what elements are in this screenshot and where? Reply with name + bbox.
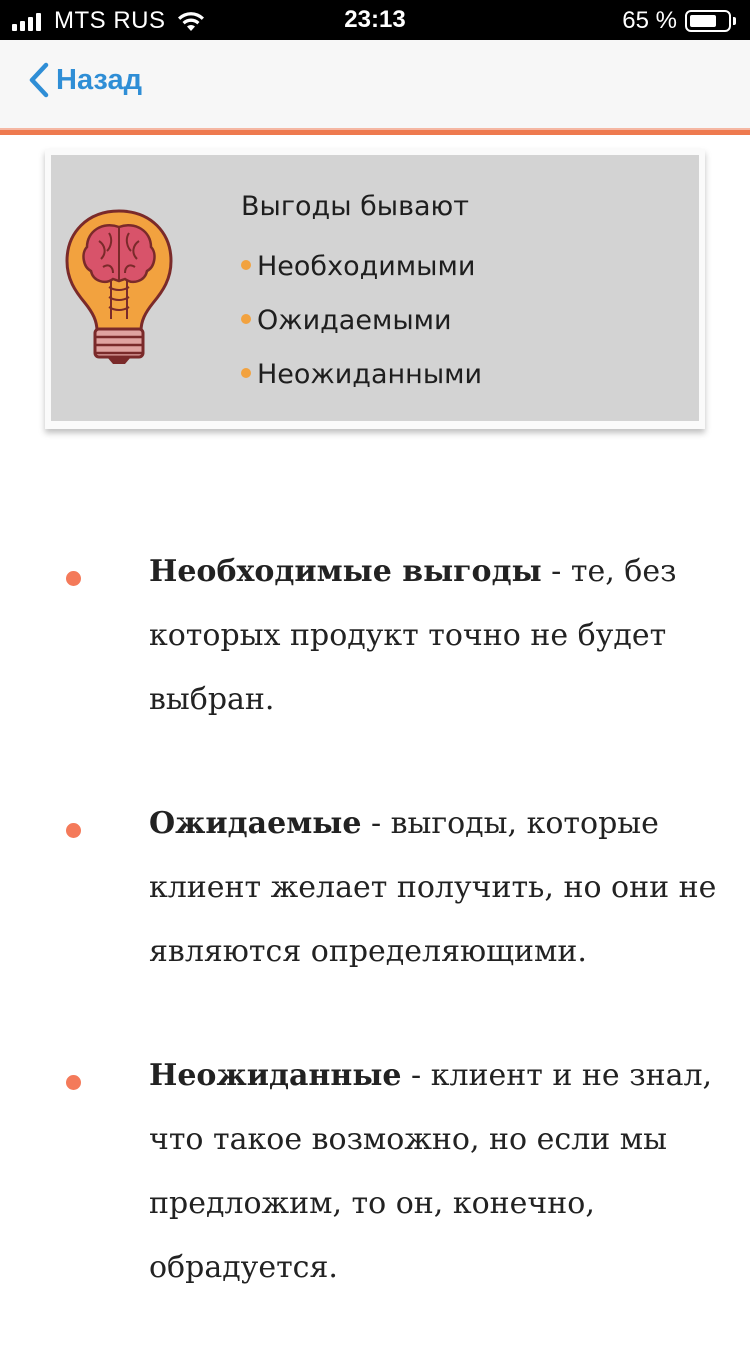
slide-bullet-label: Ожидаемыми: [257, 304, 452, 336]
list-item-title: Необходимые выгоды: [149, 554, 542, 589]
slide-bullet: [241, 347, 482, 401]
list-item-text: - те, без которых продукт точно не будет выбран.: [149, 554, 677, 717]
back-button-label: Назад: [56, 63, 142, 96]
list-item: [0, 1044, 750, 1300]
slide-image: [45, 149, 705, 429]
bullet-dot-icon: [241, 368, 251, 378]
list-item-text: - клиент и не знал, что такое возможно, но если мы предложим, то он, конечно, обрадуется.: [149, 1058, 713, 1285]
slide-heading: Выгоды бывают: [241, 191, 469, 222]
navigation-bar: [0, 40, 750, 129]
slide-bullet: [241, 293, 482, 347]
list-item: [0, 540, 750, 732]
chevron-left-icon: [28, 62, 50, 98]
status-bar: [0, 0, 750, 40]
battery-tip: [733, 17, 736, 25]
slide-bullet-label: Неожиданными: [257, 358, 483, 390]
nav-accent-line: [0, 130, 750, 135]
carrier-name: MTS RUS: [54, 7, 166, 34]
bullet-dot-icon: [241, 260, 251, 270]
battery-percent: 65 %: [622, 7, 677, 34]
status-time: 23:13: [344, 6, 406, 33]
bullet-dot-icon: [241, 314, 251, 324]
bullet-dot-icon: [66, 1075, 81, 1090]
status-right: [622, 7, 736, 35]
slide-bullet: [241, 239, 482, 293]
content-list: [0, 540, 750, 1360]
slide-bullet-label: Необходимыми: [257, 250, 476, 282]
lightbulb-brain-icon: [63, 207, 175, 367]
list-item: [0, 792, 750, 984]
bullet-dot-icon: [66, 571, 81, 586]
battery-icon: [685, 10, 731, 32]
list-item-title: Ожидаемые: [149, 806, 362, 841]
slide-text-block: [241, 191, 482, 401]
list-item-title: Неожиданные: [149, 1058, 402, 1093]
slide-background: [51, 155, 699, 421]
bullet-dot-icon: [66, 823, 81, 838]
list-item-text: - выгоды, которые клиент желает получить, но они не являются определяющими.: [149, 806, 717, 969]
back-button[interactable]: [28, 62, 142, 98]
